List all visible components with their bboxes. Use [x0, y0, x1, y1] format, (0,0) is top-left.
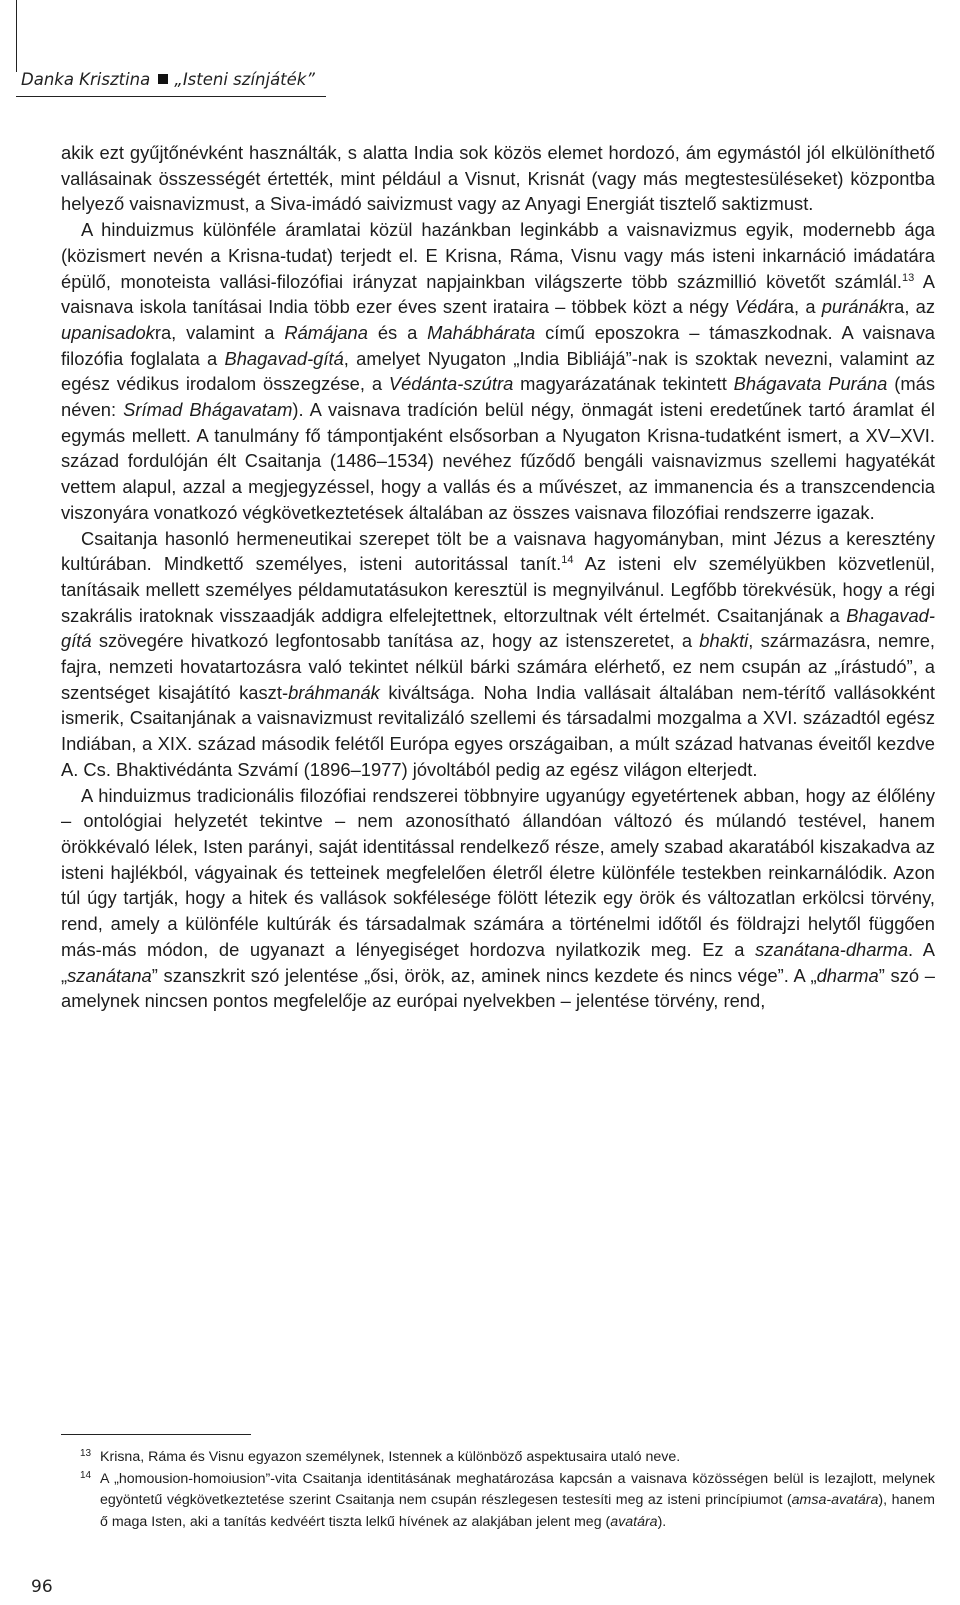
text-run: és a [367, 321, 428, 343]
running-head-author: Danka Krisztina [21, 70, 151, 89]
text-run: , származásra, nemre, fajra, nemzeti hovatartozásra való tekintet nélkül bárki számára elérhető, ez nem csupán az „írástudó”, a szentséget kisajátító kaszt- [61, 630, 935, 703]
italic-term: bráhmanák [288, 681, 380, 703]
italic-term: szanátana-dharma [755, 938, 909, 960]
text-run: ra, a [777, 296, 822, 318]
italic-term: bhakti [699, 630, 749, 652]
text-run: magyarázatának tekintett [513, 373, 734, 395]
header-rule [16, 96, 326, 97]
text-run: Csaitanja hasonló hermeneutikai szerepet tölt be a vaisnava hagyományban, mint Jézus a keresztény kultúrában. Mindkettő személyes, isteni autoritással tanít. [61, 527, 935, 575]
footnote-14: 14 A „homousion-homoiusion”-vita Csaitanja identitásának meghatározása kapcsán a vaisnava közösségen belül is lezajlott, melynek egyöntetű végkövetkeztetése szerint Csaitanja nem csupán részlegesen testesíti meg az isteni princípiumot (amsa-avatára), hanem ő maga Isten, aki a tanítás kedvéért tiszta lelkű hívének az alakjában jelent meg (avatára). [80, 1469, 935, 1530]
footnote-text: A „homousion-homoiusion”-vita Csaitanja identitásának meghatározása kapcsán a vaisnava közösségen belül is lezajlott, melynek egyöntetű végkövetkeztetése szerint Csaitanja nem csupán részlegesen testesíti meg az isteni princípiumot ( [100, 1470, 935, 1508]
text-run: A hinduizmus különféle áramlatai közül hazánkban leginkább a vaisnavizmus egyik, modernebb ága (közismert nevén a Krisna-tudat) terjedt el. E Krisna, Ráma, Visnu vagy más isteni inkarnáció imádatára épülő, monoteista vallási-filozófiai irányzat napjainkban világszerte több százmillió követőt számlál. [61, 219, 935, 292]
text-run: . A „ [61, 938, 935, 986]
square-bullet-icon [158, 74, 168, 84]
footnote-rule [61, 1434, 251, 1435]
italic-term: Rámájana [284, 321, 368, 343]
text-run: ). A vaisnava tradíción belül négy, önmagát isteni eredetűnek tartó áramlat él egymás mellett. A tanulmány fő támpontjaként elsősorban a Nyugaton Krisna-tudatként ismert, a XV–XVI. század fordulóján élt Csaitanja (1486–1534) nevéhez fűződő bengáli vaisnavizmus szellemi hagyatékát vettem alapul, azzal a megjegyzéssel, hogy a vallás és a művészet, az immanencia és a transzcendencia viszonyára vonatkozó végkövetkeztetések általában az összes vaisnava filozófiai rendszerre igazak. [61, 399, 935, 523]
italic-term: Bhagavad-gítá [61, 604, 935, 652]
footnotes [80, 1447, 935, 1533]
text-run: Az isteni elv személyükben közvetlenül, tanításaik mellett személyes példamutatásukon keresztül is megnyilvánul. Legfőbb törekvésük, hogy a régi szakrális iratoknak visszaadják addigra elfelejtettnek, eltorzultnak vélt értelmét. Csaitanjának a [61, 553, 935, 626]
text-run: A hinduizmus tradicionális filozófiai rendszerei többnyire ugyanúgy egyetértenek abban, hogy az élőlény – ontológiai helyzetét tekintve – nem azonosítható állandóan változó és múlandó testével, hanem örökkévaló lélek, Isten parányi, saját identitással rendelkező része, amely szabad akaratából kiszakadva az isteni hajlékból, vágyainak és tetteinek megfelelően életről életre különféle testekben reinkarnálódik. Azon túl úgy tartják, hogy a hitek és vallások sokfélesége fölött létezik egy örök és változatlan erkölcsi törvény, rend, amely a különféle kultúrák és társadalmak számára a történelmi időtől és földrajzi helytől függően más-más módon, de ugyanazt a lényegiséget hordozva nyilatkozik meg. Ez a [61, 784, 935, 960]
italic-term: Bhágavata Purána [733, 373, 888, 395]
italic-term: upanisadok [61, 321, 155, 343]
text-run: A vaisnava iskola tanításai India több ezer éves szent irataira – többek közt a négy [61, 270, 935, 318]
running-head [21, 70, 315, 89]
text-run: (más néven: [61, 373, 935, 421]
italic-term: dharma [816, 964, 879, 986]
text-run: , amelyet Nyugaton „India Bibliájá”-nak is szoktak nevezni, valamint az egész védikus irodalom összegzése, a [61, 347, 935, 395]
italic-term: avatára [610, 1513, 658, 1530]
footnote-ref-13[interactable]: 13 [902, 271, 915, 284]
italic-term: Védá [734, 296, 778, 318]
footnote-ref-14[interactable]: 14 [561, 554, 574, 567]
footnote-13: 13 Krisna, Ráma és Visnu egyazon személynek, Istennek a különböző aspektusaira utaló neve. [80, 1448, 681, 1465]
footnote-text: ). [657, 1513, 667, 1530]
italic-term: Védánta-szútra [388, 373, 514, 395]
paragraph-3 [61, 526, 935, 783]
italic-term: Mahábhárata [427, 321, 536, 343]
italic-term: puránák [821, 296, 889, 318]
body-text [61, 140, 935, 1014]
text-run: című eposzokra – támaszkodnak. A vaisnava filozófia foglalata a [61, 321, 935, 369]
page-number: 96 [31, 1577, 53, 1597]
text-run: ra, az [888, 296, 935, 318]
italic-term: Srímad Bhágavatam [123, 399, 293, 421]
text-run: akik ezt gyűjtőnévként használták, s alatta India sok közös elemet hordozó, ám egymástól jól elkülöníthető vallásainak összességét értették, mint például a Visnut, Krisnát (vagy más megtestesüléseket) központba helyező vaisnavizmust, a Siva-imádó saivizmust vagy az Anyagi Energiát tisztelő saktizmust. [61, 142, 935, 215]
paragraph-4 [61, 783, 935, 1014]
margin-rule [16, 0, 17, 72]
footnote-text: ), hanem ő maga Isten, aki a tanítás kedvéért tiszta lelkű hívének az alakjában jelent meg ( [100, 1492, 935, 1530]
italic-term: szanátana [67, 964, 152, 986]
italic-term: amsa-avatára [791, 1492, 879, 1508]
text-run: szövegére hivatkozó legfontosabb tanítása az, hogy az istenszeretet, a [91, 630, 700, 652]
footnote-text: Krisna, Ráma és Visnu egyazon személynek, Istennek a különböző aspektusaira utaló neve. [100, 1449, 681, 1465]
text-run: ” szanszkrit szó jelentése „ősi, örök, az, aminek nincs kezdete és nincs vége”. A „ [151, 964, 817, 986]
text-run: ra, valamint a [154, 321, 285, 343]
text-run: kiváltsága. Noha India vallásait általában nem-térítő vallásokként ismerik, Csaitanjának a vaisnavizmust revitalizáló szellemi és társadalmi mozgalma a XVI. századtól egész Indiában, a XIX. század második felétől Európa egyes országaiban, a múlt század hatvanas éveitől kezdve A. Cs. Bhaktivédánta Szvámí (1896–1977) jóvoltából pedig az egész világon elterjedt. [61, 681, 935, 780]
running-head-title: „Isteni színjáték” [174, 70, 315, 89]
paragraph-2 [61, 217, 935, 525]
paragraph-1 [61, 140, 935, 217]
text-run: ” szó – amelynek nincsen pontos megfelelője az európai nyelvekben – jelentése törvény, rend, [61, 964, 935, 1012]
italic-term: Bhagavad-gítá [224, 347, 344, 369]
